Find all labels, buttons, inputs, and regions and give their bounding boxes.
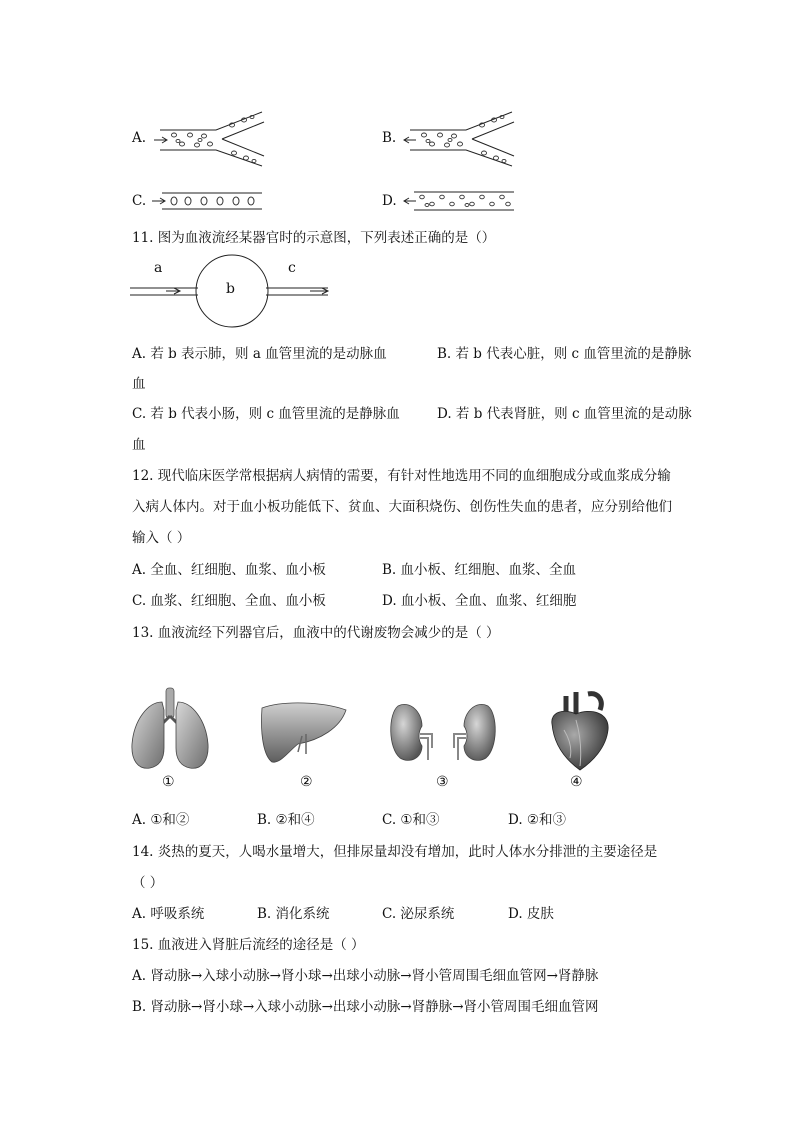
option-label: C. bbox=[132, 193, 147, 209]
question-11-stem: 11. 图为血液流经某器官时的示意图，下列表述正确的是（） bbox=[132, 230, 496, 246]
q15-option-a[interactable]: A. 肾动脉→入球小动脉→肾小球→出球小动脉→肾小管周围毛细血管网→肾静脉 bbox=[132, 968, 599, 984]
question-12-stem-3: 输入（ ） bbox=[132, 530, 191, 546]
q15-option-b[interactable]: B. 肾动脉→肾小球→入球小动脉→出球小动脉→肾静脉→肾小管周围毛细血管网 bbox=[132, 999, 599, 1015]
organ-number-3: ③ bbox=[436, 774, 449, 790]
q13-option-d[interactable]: D. ②和③ bbox=[508, 812, 567, 828]
question-15-stem: 15. 血液进入肾脏后流经的途径是（ ） bbox=[132, 937, 365, 953]
q11-option-a[interactable]: A. 若 b 表示肺，则 a 血管里流的是动脉血 bbox=[132, 346, 387, 362]
q11-option-d[interactable]: D. 若 b 代表肾脏，则 c 血管里流的是动脉 bbox=[437, 406, 692, 422]
capillary-single-file-icon bbox=[152, 190, 264, 212]
q11-organ-diagram bbox=[128, 258, 338, 330]
q13-option-b[interactable]: B. ②和④ bbox=[257, 812, 315, 828]
q12-option-c[interactable]: C. 血浆、红细胞、全血、血小板 bbox=[132, 593, 326, 609]
vessel-straight-leftward-icon bbox=[402, 190, 518, 212]
organ-label-b: b bbox=[226, 281, 235, 297]
vessel-label-c: c bbox=[288, 260, 296, 276]
question-13-stem: 13. 血液流经下列器官后，血液中的代谢废物会减少的是（ ） bbox=[132, 625, 500, 641]
q13-option-c[interactable]: C. ①和③ bbox=[382, 812, 440, 828]
option-label: B. bbox=[382, 130, 397, 146]
q14-option-a[interactable]: A. 呼吸系统 bbox=[132, 906, 205, 922]
q11-option-b-cont: 血 bbox=[132, 376, 146, 392]
q12-option-b[interactable]: B. 血小板、红细胞、血浆、全血 bbox=[382, 562, 577, 578]
question-12-stem-2: 入病人体内。对于血小板功能低下、贫血、大面积烧伤、创伤性失血的患者，应分别给他们 bbox=[132, 499, 672, 515]
q11-option-b[interactable]: B. 若 b 代表心脏，则 c 血管里流的是静脉 bbox=[437, 346, 692, 362]
q14-option-c[interactable]: C. 泌尿系统 bbox=[382, 906, 455, 922]
q14-option-d[interactable]: D. 皮肤 bbox=[508, 906, 554, 922]
organ-number-4: ④ bbox=[570, 774, 583, 790]
q12-option-d[interactable]: D. 血小板、全血、血浆、红细胞 bbox=[382, 593, 577, 609]
vessel-branch-outflow-arrow-icon bbox=[402, 108, 522, 170]
q14-option-b[interactable]: B. 消化系统 bbox=[257, 906, 330, 922]
vessel-branch-inflow-arrow-icon bbox=[152, 108, 272, 170]
q12-option-a[interactable]: A. 全血、红细胞、血浆、血小板 bbox=[132, 562, 326, 578]
q11-option-c[interactable]: C. 若 b 代表小肠，则 c 血管里流的是静脉血 bbox=[132, 406, 400, 422]
question-14-stem-2: （ ） bbox=[132, 875, 164, 891]
lungs-icon bbox=[128, 688, 212, 772]
organ-number-1: ① bbox=[162, 774, 175, 790]
option-label: A. bbox=[132, 130, 147, 146]
question-12-stem-1: 12. 现代临床医学常根据病人病情的需要，有针对性地选用不同的血细胞成分或血浆成分输 bbox=[132, 468, 671, 484]
kidneys-icon bbox=[388, 700, 498, 772]
q13-option-a[interactable]: A. ①和② bbox=[132, 812, 190, 828]
liver-icon bbox=[258, 700, 348, 766]
organ-number-2: ② bbox=[300, 774, 313, 790]
question-14-stem-1: 14. 炎热的夏天，人喝水量增大，但排尿量却没有增加，此时人体水分排泄的主要途径是 bbox=[132, 844, 658, 860]
option-label: D. bbox=[382, 193, 397, 209]
q11-option-d-cont: 血 bbox=[132, 437, 146, 453]
vessel-label-a: a bbox=[154, 260, 163, 276]
heart-icon bbox=[546, 690, 614, 772]
